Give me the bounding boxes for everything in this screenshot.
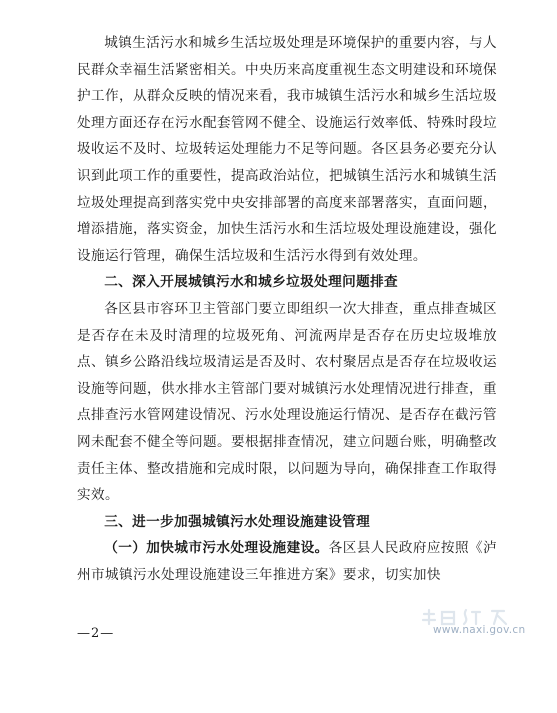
paragraph-intro: 城镇生活污水和城乡生活垃圾处理是环境保护的重要内容，与人民群众幸福生活紧密相关。中央历来高度重视生态文明建设和环境保护工作，从群众反映的情况来看，我市城镇生活污水和城乡生活垃圾处理方面还存在污水配套管网不健全、设施运行效率低、特殊时段垃圾收运不及时、垃圾转运处理能力不足等问题。各区县务必要充分认识到此项工作的重要性，提高政治站位，把城镇生活污水和城镇生活垃圾处理提高到落实党中央安排部署的高度来部署落实，直面问题，增添措施，落实资金，加快生活污水和生活垃圾处理设施建设，强化设施运行管理，确保生活垃圾和生活污水得到有效处理。 [77,35,497,264]
subsection-body: 各区县人民政府应按照《泸州市城镇污水处理设施建设三年推进方案》要求，切实加快 [77,540,497,583]
watermark-url: www.naxi.gov.cn [433,624,526,636]
section-heading-3: 三、进一步加强城镇污水处理设施建设管理 [104,513,371,530]
page-number: —2— [77,626,115,641]
paragraph-inspection: 各区县市容环卫主管部门要立即组织一次大排查，重点排查城区是否存在未及时清理的垃圾死角、河流两岸是否存在历史垃圾堆放点、镇乡公路沿线垃圾清运是否及时、农村聚居点是否存在垃圾收运设施等问题，供水排水主管部门要对城镇污水处理情况进行排查，重点排查污水管网建设情况、污水处理设施运行情况、是否存在截污管网未配套不健全等问题。要根据排查情况，建立问题台账，明确整改责任主体、整改措施和完成时限，以问题为导向，确保排查工作取得实效。 [77,300,497,504]
paragraph-construction [77,535,497,588]
section-heading-2: 二、深入开展城镇污水和城乡垃圾处理问题排查 [104,274,399,291]
subsection-heading-1: （一）加快城市污水处理设施建设。 [104,540,329,557]
document-page [77,0,497,588]
